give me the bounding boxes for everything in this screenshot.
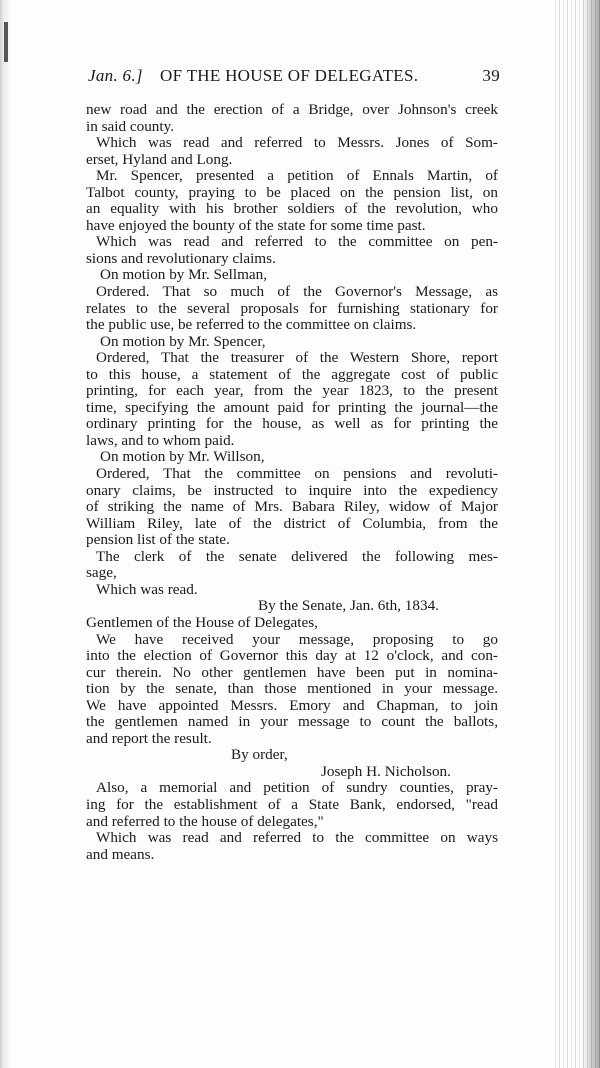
text-line: have enjoyed the bounty of the state for some time past. — [86, 216, 426, 234]
text-line: printing, for each year, from the year 1823, to the present — [86, 382, 498, 400]
text-line: Mr. Spencer, presented a petition of Ennals Martin, of — [96, 167, 498, 185]
text-line: Joseph H. Nicholson. — [321, 762, 451, 780]
text-line: Ordered, That the committee on pensions and revoluti- — [96, 465, 498, 483]
text-line: By the Senate, Jan. 6th, 1834. — [258, 597, 439, 615]
text-line: to this house, a statement of the aggregate cost of public — [86, 365, 498, 383]
text-line: On motion by Mr. Sellman, — [100, 266, 268, 284]
text-line: Talbot county, praying to be placed on the pension list, on — [86, 183, 498, 201]
text-line: new road and the erection of a Bridge, over Johnson's creek — [86, 101, 498, 118]
running-header — [88, 66, 500, 90]
text-line: into the election of Governor this day at 12 o'clock, and con- — [86, 647, 498, 665]
text-line: sage, — [86, 564, 117, 582]
body-text — [86, 102, 498, 863]
text-line: erset, Hyland and Long. — [86, 150, 233, 168]
text-line: pension list of the state. — [86, 531, 230, 549]
text-line: William Riley, late of the district of Columbia, from the — [86, 514, 498, 532]
text-line: an equality with his brother soldiers of the revolution, who — [86, 200, 498, 218]
text-line: Which was read and referred to the committee on pen- — [96, 233, 498, 251]
text-line: laws, and to whom paid. — [86, 431, 235, 449]
text-line: The clerk of the senate delivered the following mes- — [96, 547, 498, 565]
text-line: relates to the several proposals for furnishing stationary for — [86, 299, 498, 317]
text-line: and referred to the house of delegates," — [86, 812, 324, 830]
text-line: On motion by Mr. Spencer, — [100, 332, 266, 350]
text-line: ing for the establishment of a State Bank, endorsed, "read — [86, 795, 498, 813]
text-line: sions and revolutionary claims. — [86, 249, 276, 267]
text-line: We have appointed Messrs. Emory and Chapman, to join — [86, 696, 498, 714]
text-line: the gentlemen named in your message to count the ballots, — [86, 713, 498, 731]
text-line: of striking the name of Mrs. Babara Riley, widow of Major — [86, 498, 498, 516]
text-line: On motion by Mr. Willson, — [100, 448, 265, 466]
text-line: Which was read. — [96, 580, 198, 598]
text-line: Which was read and referred to Messrs. Jones of Som- — [96, 134, 498, 152]
page-left-edge — [0, 0, 14, 1068]
text-line: onary claims, be instructed to inquire into the expediency — [86, 481, 498, 499]
text-line: Ordered, That the treasurer of the Western Shore, report — [96, 349, 498, 367]
text-line: Gentlemen of the House of Delegates, — [86, 613, 318, 631]
text-line: time, specifying the amount paid for printing the journal—the — [86, 398, 498, 416]
text-line: We have received your message, proposing to go — [96, 630, 498, 648]
text-line: tion by the senate, than those mentioned in your message. — [86, 680, 498, 698]
gutter-shadow — [582, 0, 600, 1068]
header-date: Jan. 6.] — [88, 66, 143, 85]
text-line: and report the result. — [86, 729, 212, 747]
text-line: and means. — [86, 845, 155, 863]
page-number: 39 — [482, 66, 500, 85]
header-title: OF THE HOUSE OF DELEGATES. — [160, 66, 419, 85]
text-line: in said county. — [86, 117, 175, 135]
text-line: ordinary printing for the house, as well as for printing the — [86, 415, 498, 433]
text-line: Ordered. That so much of the Governor's Message, as — [96, 283, 498, 301]
text-line: the public use, be referred to the committee on claims. — [86, 316, 417, 334]
text-line: cur therein. No other gentlemen have been put in nomina- — [86, 663, 498, 681]
text-line: By order, — [231, 746, 288, 764]
text-line: Which was read and referred to the committee on ways — [96, 829, 498, 847]
binding-mark — [4, 22, 8, 62]
text-line: Also, a memorial and petition of sundry counties, pray- — [96, 779, 498, 797]
